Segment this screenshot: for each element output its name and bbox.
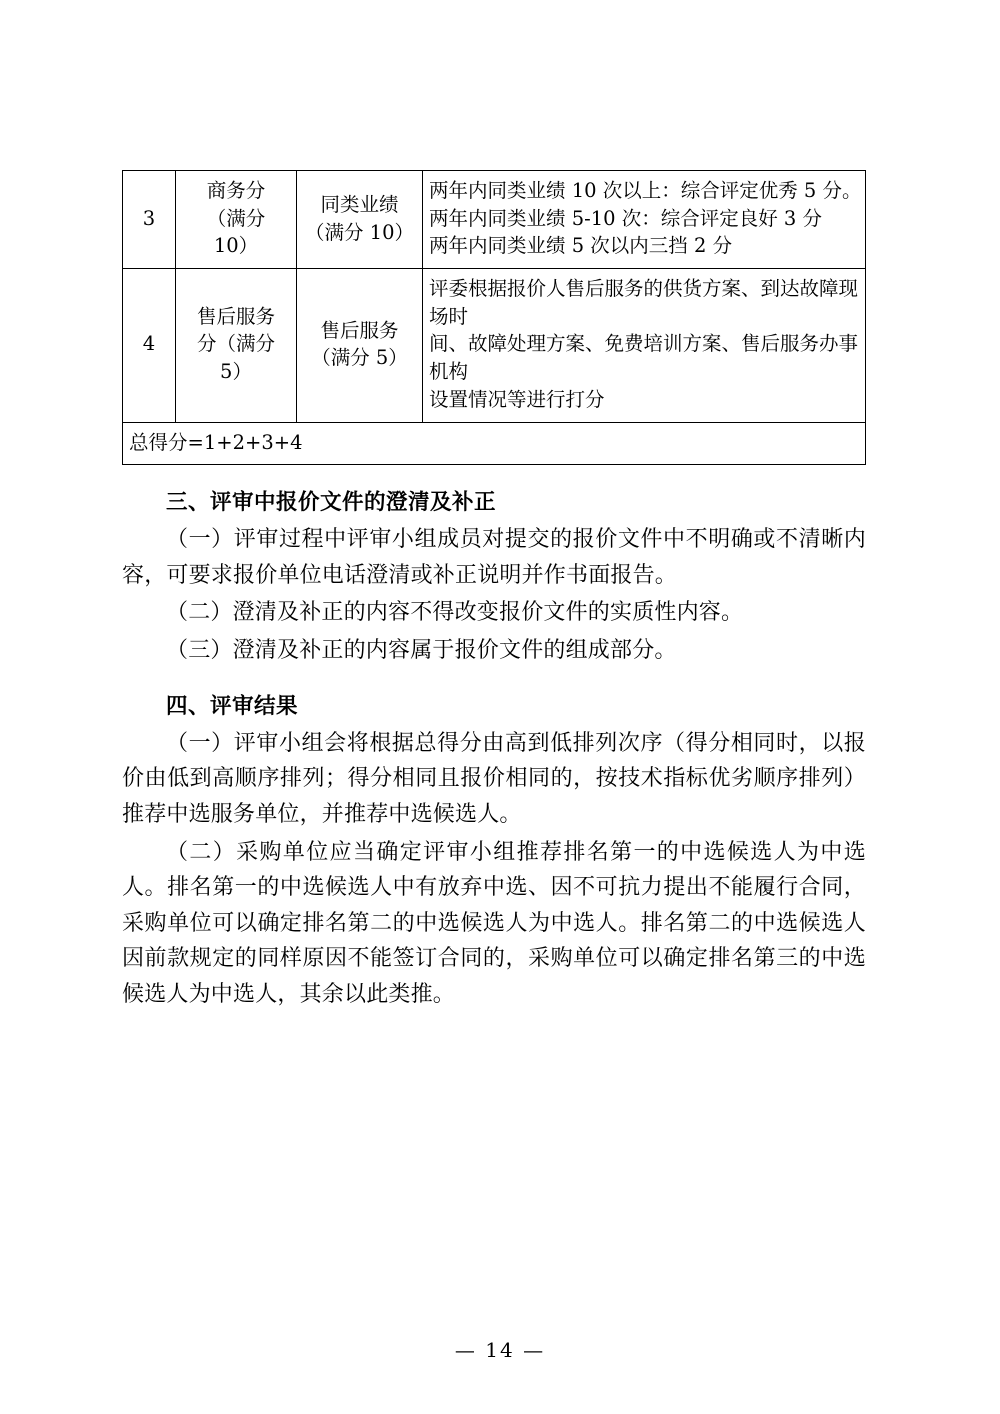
paragraph: （二）采购单位应当确定评审小组推荐排名第一的中选候选人为中选人。排名第一的中选候选人中有放弃中选、因不可抗力提出不能履行合同，采购单位可以确定排名第二的中选候选人为中选人。排名第二的中选候选人因前款规定的同样原因不能签订合同的，采购单位可以确定排名第三的中选候选人为中选人，其余以此类推。 bbox=[122, 839, 866, 1008]
description-line: 两年内同类业绩 5-10 次：综合评定良好 3 分 bbox=[429, 206, 823, 230]
row-number: 3 bbox=[142, 206, 156, 230]
section-heading-three: 三、评审中报价文件的澄清及补正 bbox=[166, 490, 497, 516]
description-line: 评委根据报价人售后服务的供货方案、到达故障现场时 bbox=[429, 277, 859, 328]
item-cell bbox=[297, 269, 423, 422]
item-cell bbox=[297, 171, 423, 269]
paragraph: （一）评审小组会将根据总得分由高到低排列次序（得分相同时，以报价由低到高顺序排列；得分相同且报价相同的，按技术指标优劣顺序排列）推荐中选服务单位，并推荐中选候选人。 bbox=[122, 730, 866, 827]
paragraph: （一）评审过程中评审小组成员对提交的报价文件中不明确或不清晰内容，可要求报价单位电话澄清或补正说明并作书面报告。 bbox=[122, 527, 866, 588]
description-line: 间、故障处理方案、免费培训方案、售后服务办事机构 bbox=[429, 332, 859, 384]
category-line: （满分 bbox=[206, 206, 266, 230]
paragraph: （二）澄清及补正的内容不得改变报价文件的实质性内容。 bbox=[166, 600, 744, 626]
item-line: （满分 10） bbox=[304, 220, 414, 244]
category-cell bbox=[176, 269, 297, 422]
category-cell bbox=[176, 171, 297, 269]
table-row bbox=[123, 171, 866, 269]
category-line: 商务分 bbox=[206, 179, 266, 202]
row-number-cell bbox=[123, 269, 176, 422]
page-number: — 14 — bbox=[454, 1338, 546, 1362]
item-line: 售后服务 bbox=[320, 318, 399, 342]
item-line: 同类业绩 bbox=[320, 192, 399, 216]
total-score-formula: 总得分=1+2+3+4 bbox=[123, 422, 866, 465]
row-number-cell bbox=[123, 171, 176, 269]
category-line: 售后服务 bbox=[196, 304, 275, 328]
description-line: 两年内同类业绩 10 次以上：综合评定优秀 5 分。 bbox=[429, 179, 862, 202]
table-total-row bbox=[123, 422, 866, 465]
scoring-criteria-table bbox=[122, 170, 866, 465]
description-cell bbox=[423, 171, 866, 269]
item-line: （满分 5） bbox=[311, 346, 408, 370]
category-line: 分（满分 bbox=[196, 332, 275, 356]
paragraph: （三）澄清及补正的内容属于报价文件的组成部分。 bbox=[166, 638, 677, 664]
description-cell bbox=[423, 269, 866, 422]
table-row bbox=[123, 269, 866, 422]
category-line: 5） bbox=[220, 360, 252, 384]
description-line: 两年内同类业绩 5 次以内三挡 2 分 bbox=[429, 234, 733, 258]
category-line: 10） bbox=[213, 234, 259, 258]
row-number: 4 bbox=[142, 332, 156, 356]
section-heading-four: 四、评审结果 bbox=[166, 693, 299, 719]
page-content bbox=[122, 170, 866, 1015]
description-line: 设置情况等进行打分 bbox=[429, 387, 605, 411]
